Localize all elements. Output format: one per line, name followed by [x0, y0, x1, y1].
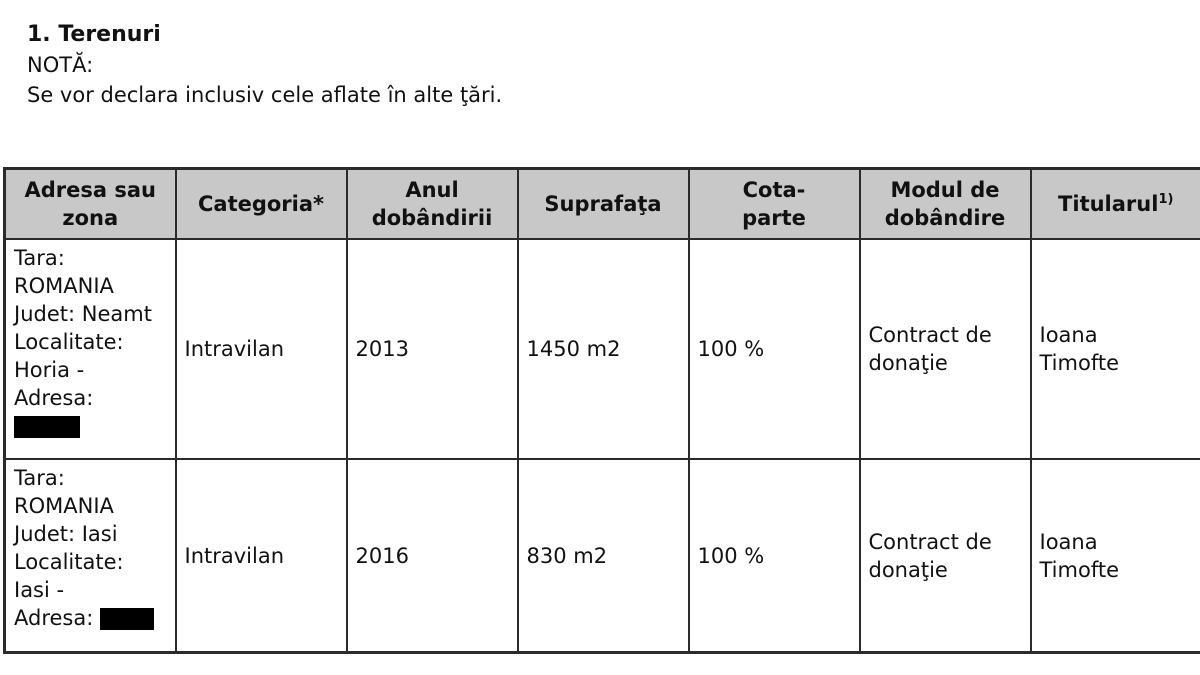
header-area: Suprafaţa — [518, 169, 689, 240]
mode-line1: Contract de — [868, 529, 992, 554]
note-label: NOTĂ: — [27, 53, 94, 77]
header-mode-line1: Modul de — [890, 178, 1000, 202]
section-header — [27, 20, 502, 110]
header-share — [689, 169, 860, 240]
header-mode — [860, 169, 1031, 240]
address-line: ROMANIA — [14, 494, 114, 518]
cell-address — [5, 459, 176, 653]
cell-address — [5, 239, 176, 459]
header-address-line1: Adresa sau — [24, 178, 156, 202]
address-line: Iasi - — [14, 578, 65, 602]
land-table — [3, 167, 1200, 654]
holder-line2: Timofte — [1039, 557, 1119, 582]
header-share-line1: Cota- — [742, 178, 806, 202]
header-address-line2: zona — [62, 206, 119, 230]
section-title: 1. Terenuri — [27, 22, 161, 47]
cell-area: 830 m2 — [518, 459, 689, 653]
cell-mode — [860, 459, 1031, 653]
header-category: Categoria* — [176, 169, 347, 240]
mode-line1: Contract de — [868, 323, 992, 347]
cell-share: 100 % — [689, 239, 860, 459]
header-year-line1: Anul — [405, 178, 459, 202]
header-holder-footnote: 1) — [1158, 192, 1174, 207]
table-row — [5, 459, 1200, 653]
mode-line2: donaţie — [868, 351, 948, 375]
table-row — [5, 239, 1200, 459]
cell-year: 2013 — [347, 239, 518, 459]
address-line: Localitate: — [14, 550, 124, 574]
address-line: Tara: — [14, 246, 65, 270]
header-year — [347, 169, 518, 240]
address-line: Adresa: — [14, 386, 94, 410]
header-mode-line2: dobândire — [884, 206, 1006, 230]
redaction-block — [14, 416, 80, 438]
header-holder-text: Titularul — [1058, 192, 1159, 216]
cell-area: 1450 m2 — [518, 239, 689, 459]
cell-category: Intravilan — [176, 459, 347, 653]
cell-mode — [860, 239, 1031, 459]
holder-line1: Ioana — [1039, 323, 1098, 347]
address-line: Adresa: — [14, 606, 94, 630]
cell-category: Intravilan — [176, 239, 347, 459]
note-text: Se vor declara inclusiv cele aflate în alte ţări. — [27, 83, 503, 107]
cell-holder — [1031, 239, 1200, 459]
holder-line1: Ioana — [1039, 529, 1098, 554]
address-line: Localitate: — [14, 330, 124, 354]
address-line: Tara: — [14, 466, 65, 490]
header-year-line2: dobândirii — [371, 206, 493, 230]
header-share-line2: parte — [742, 206, 806, 230]
cell-holder — [1031, 459, 1200, 653]
cell-share: 100 % — [689, 459, 860, 653]
header-address — [5, 169, 176, 240]
cell-year: 2016 — [347, 459, 518, 653]
address-line: Judet: Iasi — [14, 522, 118, 546]
address-line: ROMANIA — [14, 274, 114, 298]
header-row — [5, 169, 1200, 240]
mode-line2: donaţie — [868, 557, 948, 582]
address-line: Horia - — [14, 358, 85, 382]
address-line: Judet: Neamt — [14, 302, 152, 326]
header-holder — [1031, 169, 1200, 240]
redaction-block — [100, 608, 154, 630]
holder-line2: Timofte — [1039, 351, 1119, 375]
